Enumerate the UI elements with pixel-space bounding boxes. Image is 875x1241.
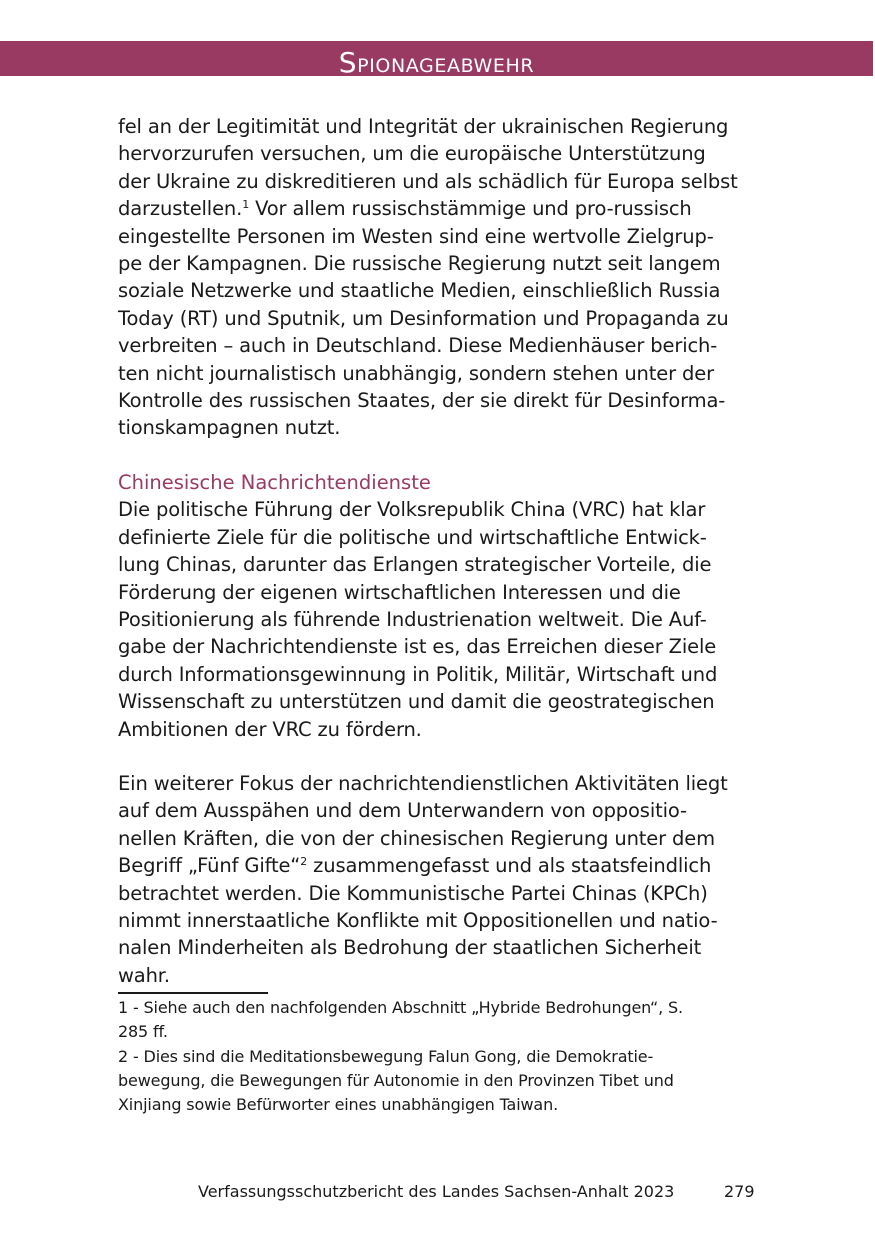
section-header-banner (0, 41, 873, 79)
publication-title: Verfassungsschutzbericht des Landes Sachsen-Anhalt 2023 (198, 1182, 675, 1201)
footnote-ref-2: 2 (300, 855, 308, 869)
section-heading-chinese-services: Chinesische Nachrichtendienste (118, 470, 431, 494)
footnotes (118, 996, 760, 1117)
footnote-1: 1 - Siehe auch den nachfolgenden Abschnitt „Hybride Bedrohungen“, S. 285 ff. (118, 998, 683, 1042)
paragraph-russia-disinformation: fel an der Legitimität und Integrität der ukrainischen Regierung hervorzurufen versuchen, um die europäische Unterstützung der Ukraine zu diskreditieren und als schädlich für Europa selbst darzustellen.$^1$ Vor allem russischstämmige und pro-russisch eingestellte Personen im Westen sind eine wertvolle Zielgrup- pe der Kampagnen. Die russische Regierung nutzt seit langem soziale Netzwerke und staatliche Medien, einschließlich Russia Today (RT) und Sputnik, um Desinformation und Propaganda zu verbreiten – auch in Deutschland. Diese Medienhäuser berich- ten nicht journalistisch unabhängig, sondern stehen unter der Kontrolle des russischen Staates, der sie direkt für Desinforma- tionskampagnen nutzt. (118, 115, 738, 440)
footnote-ref-1: 1 (242, 198, 250, 212)
footnote-divider (118, 992, 268, 994)
page-content (118, 113, 760, 1118)
page-footer (198, 1182, 758, 1202)
section-title: SPIONAGEABWEHR (338, 46, 535, 79)
footnote-2: 2 - Dies sind die Meditationsbewegung Falun Gong, die Demokratie- bewegung, die Bewegungen für Autonomie in den Provinzen Tibet und Xinjiang sowie Befürworter eines unabhängigen Taiwan. (118, 1046, 674, 1115)
page-number: 279 (724, 1182, 755, 1201)
paragraph-china-opposition: Ein weiterer Fokus der nachrichtendienstlichen Aktivitäten liegt auf dem Ausspähen und dem Unterwandern von oppositio- nellen Kräften, die von der chinesischen Regierung unter dem Begriff „Fünf Gifte“$^2$ zusammengefasst und als staatsfeindlich betrachtet werden. Die Kommunistische Partei Chinas (KPCh) nimmt innerstaatliche Konflikte mit Oppositionellen und natio- nalen Minderheiten als Bedrohung der staatlichen Sicherheit wahr. (118, 771, 728, 987)
paragraph-china-goals: Die politische Führung der Volksrepublik China (VRC) hat klar definierte Ziele für die politische und wirtschaftliche Entwick- lung Chinas, darunter das Erlangen strategischer Vorteile, die Förderung der eigenen wirtschaftlichen Interessen und die Positionierung als führende Industrienation weltweit. Die Auf- gabe der Nachrichtendienste ist es, das Erreichen dieser Ziele durch Informationsgewinnung in Politik, Militär, Wirtschaft und Wissenschaft zu unterstützen und damit die geostrategischen Ambitionen der VRC zu fördern. (118, 498, 718, 741)
